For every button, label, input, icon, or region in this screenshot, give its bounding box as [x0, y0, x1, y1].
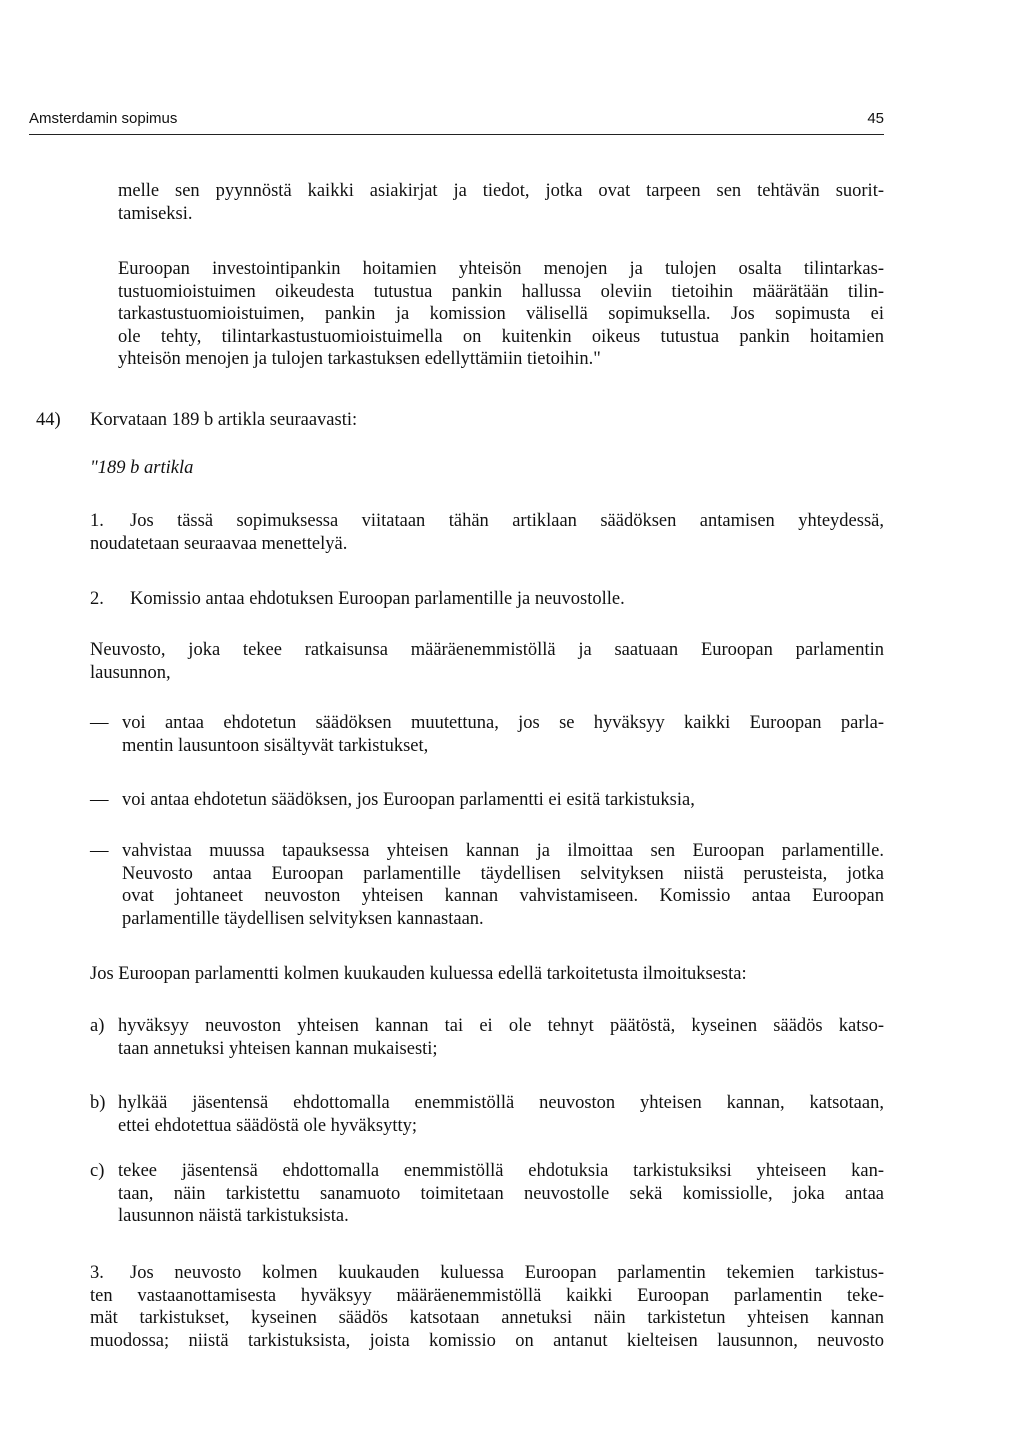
- paragraph-number: 3.: [90, 1263, 104, 1283]
- council-intro: [90, 639, 884, 684]
- amendment-number: 44): [36, 410, 61, 430]
- text-line: [90, 1262, 884, 1285]
- lettered-item: [118, 1092, 884, 1137]
- text-line: parlamentille täydellisen selvityksen kannastaan.: [122, 908, 484, 929]
- text-line: taan, näin tarkistettu sanamuoto toimitetaan neuvostolle sekä komissiolle, joka antaa: [118, 1183, 884, 1204]
- article-title: "189 b artikla: [90, 458, 194, 478]
- item-label: c): [90, 1161, 105, 1181]
- carryover-paragraph: [118, 180, 884, 225]
- dash-marker: —: [90, 713, 109, 733]
- paragraph-number: 2.: [90, 589, 104, 609]
- text-span: Jos tässä sopimuksessa viitataan tähän artiklaan säädöksen antamisen yhteydessä,: [130, 511, 884, 531]
- text-line: Neuvosto, joka tekee ratkaisunsa määräenemmistöllä ja saatuaan Euroopan parlamentin: [90, 640, 884, 660]
- text-line: lausunnon näistä tarkistuksista.: [118, 1206, 349, 1226]
- paragraph-2: [90, 588, 884, 611]
- text-line: tustuomioistuimen oikeudesta tutustua pankin hallussa oleviin tietoihin määrätään tilin-: [118, 281, 884, 302]
- text-line: noudatetaan seuraavaa menettelyä.: [90, 533, 348, 554]
- running-title: Amsterdamin sopimus: [29, 110, 178, 127]
- text-line: hyväksyy neuvoston yhteisen kannan tai ei ole tehnyt päätöstä, kyseinen säädös katso-: [118, 1016, 884, 1036]
- text-line: ettei ehdotettua säädöstä ole hyväksytty;: [118, 1115, 417, 1136]
- text-line: Neuvosto antaa Euroopan parlamentille täydellisen selvityksen niistä perusteista, jotka: [122, 863, 884, 884]
- paragraph-number: 1.: [90, 511, 104, 531]
- lettered-item: [118, 1015, 884, 1060]
- item-label: b): [90, 1093, 106, 1113]
- text-line: ovat johtaneet neuvoston yhteisen kannan vahvistamiseen. Komissio antaa Euroopan: [122, 886, 884, 906]
- amendment-text: Korvataan 189 b artikla seuraavasti:: [90, 410, 358, 430]
- paragraph-1: [90, 510, 884, 555]
- text-line: hylkää jäsentensä ehdottomalla enemmistöllä neuvoston yhteisen kannan, katsotaan,: [118, 1093, 884, 1113]
- text-line: tekee jäsentensä ehdottomalla enemmistöllä ehdotuksia tarkistuksiksi yhteiseen kan-: [118, 1161, 884, 1181]
- text-line: muodossa; niistä tarkistuksista, joista komissio on antanut kielteisen lausunnon, neuvosto: [90, 1330, 884, 1351]
- text-line: ole tehty, tilintarkastustuomioistuimella on kuitenkin oikeus tutustua pankin hoitamien: [118, 326, 884, 347]
- text-line: voi antaa ehdotetun säädöksen, jos Euroopan parlamentti ei esitä tarkistuksia,: [122, 790, 695, 810]
- text-line: tamiseksi.: [118, 203, 193, 224]
- text-line: yhteisön menojen ja tulojen tarkastuksen edellyttämiin tietoihin.": [118, 349, 601, 369]
- running-header: [29, 110, 884, 135]
- text-line: [90, 510, 884, 533]
- ep-intro: [90, 963, 884, 986]
- text-span: Jos neuvosto kolmen kuukauden kuluessa Euroopan parlamentin tekemien tarkistus-: [130, 1263, 884, 1283]
- text-line: voi antaa ehdotetun säädöksen muutettuna, jos se hyväksyy kaikki Euroopan parla-: [122, 713, 884, 733]
- text-line: Jos Euroopan parlamentti kolmen kuukauden kuluessa edellä tarkoitetusta ilmoituksesta:: [90, 964, 747, 984]
- text-line: lausunnon,: [90, 662, 171, 683]
- dash-item: [122, 712, 884, 757]
- dash-marker: —: [90, 841, 109, 861]
- text-line: mät tarkistukset, kyseinen säädös katsotaan annetuksi näin tarkistetun yhteisen kannan: [90, 1308, 884, 1328]
- item-label: a): [90, 1016, 105, 1036]
- text-line: mentin lausuntoon sisältyvät tarkistukset,: [122, 735, 429, 756]
- eib-paragraph: [118, 258, 884, 371]
- text-line: melle sen pyynnöstä kaikki asiakirjat ja tiedot, jotka ovat tarpeen sen tehtävän suorit-: [118, 181, 884, 201]
- paragraph-3: [90, 1262, 884, 1352]
- lettered-item: [118, 1160, 884, 1228]
- page-number: 45: [867, 110, 884, 127]
- text-line: taan annetuksi yhteisen kannan mukaisesti;: [118, 1038, 438, 1059]
- text-line: [90, 588, 884, 611]
- text-line: Euroopan investointipankin hoitamien yhteisön menojen ja tulojen osalta tilintarkas-: [118, 259, 884, 279]
- dash-item: [122, 789, 884, 812]
- text-span: Komissio antaa ehdotuksen Euroopan parlamentille ja neuvostolle.: [130, 589, 625, 609]
- text-line: ten vastaanottamisesta hyväksyy määräenemmistöllä kaikki Euroopan parlamentin teke-: [90, 1285, 884, 1306]
- text-line: vahvistaa muussa tapauksessa yhteisen kannan ja ilmoittaa sen Euroopan parlamentille.: [122, 841, 884, 861]
- dash-item: [122, 840, 884, 930]
- dash-marker: —: [90, 790, 109, 810]
- text-line: tarkastustuomioistuimen, pankin ja komission välisellä sopimuksella. Jos sopimusta ei: [118, 304, 884, 324]
